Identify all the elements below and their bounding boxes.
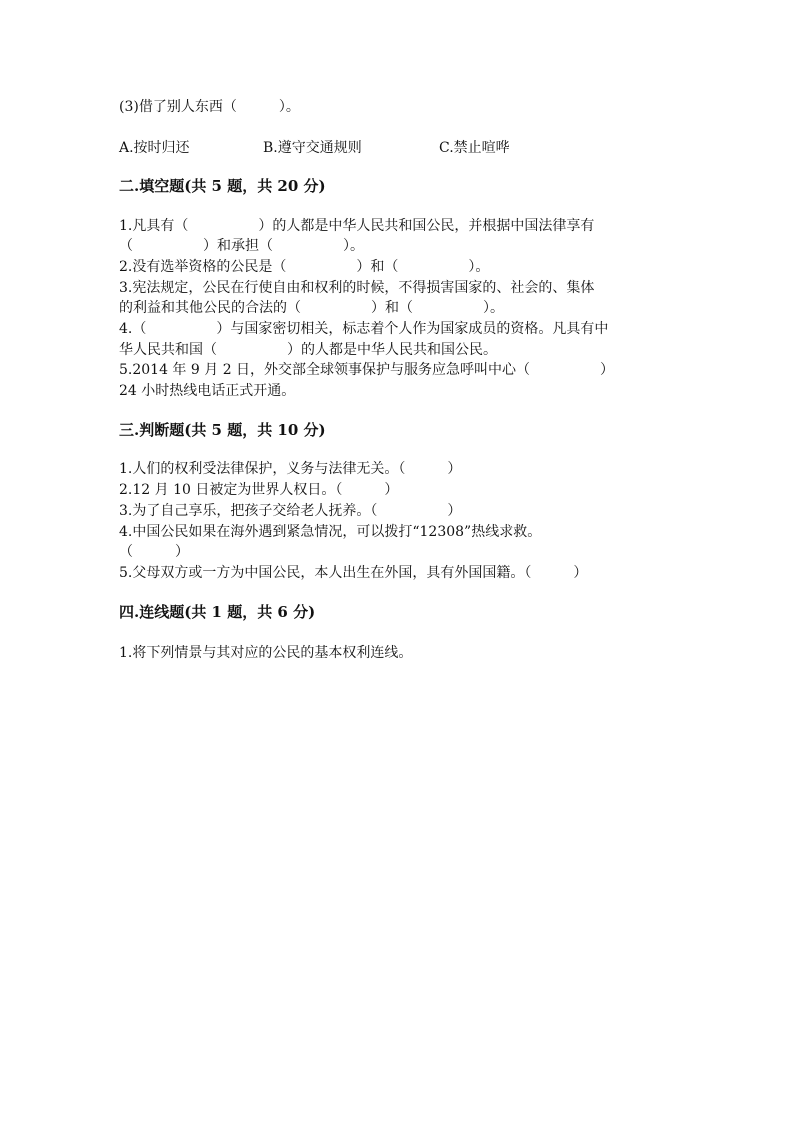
section-match-heading: 四.连线题(共 1 题，共 6 分) [119, 603, 316, 621]
fill-line: 的利益和其他公民的合法的（ ）和（ ）。 [119, 300, 504, 316]
judge-line: 3.为了自己享乐，把孩子交给老人抚养。（ ） [119, 503, 462, 519]
judge-line: 1.人们的权利受法律保护，义务与法律无关。（ ） [119, 461, 462, 477]
fill-line: 4.（ ）与国家密切相关，标志着个人作为国家成员的资格。凡具有中 [119, 321, 609, 337]
judge-line: 2.12 月 10 日被定为世界人权日。（ ） [119, 482, 399, 498]
judge-line: 5.父母双方或一方为中国公民，本人出生在外国，具有外国国籍。（ ） [119, 565, 588, 581]
fill-line: 华人民共和国（ ）的人都是中华人民共和国公民。 [119, 342, 497, 358]
option-a: A.按时归还 [119, 140, 190, 156]
fill-line: 5.2014 年 9 月 2 日，外交部全球领事保护与服务应急呼叫中心（ ） [119, 362, 615, 378]
judge-line: （ ） [119, 544, 189, 560]
section-fill-heading: 二.填空题(共 5 题，共 20 分) [119, 177, 326, 195]
fill-line: 2.没有选举资格的公民是（ ）和（ ）。 [119, 259, 490, 275]
fill-line: （ ）和承担（ ）。 [119, 238, 364, 254]
option-b: B.遵守交通规则 [263, 140, 362, 156]
judge-line: 4.中国公民如果在海外遇到紧急情况，可以拨打“12308”热线求救。 [119, 524, 542, 540]
section-judge-heading: 三.判断题(共 5 题，共 10 分) [119, 421, 326, 439]
match-line: 1.将下列情景与其对应的公民的基本权利连线。 [119, 645, 413, 661]
option-c: C.禁止喧哗 [439, 140, 510, 156]
fill-line: 3.宪法规定，公民在行使自由和权利的时候，不得损害国家的、社会的、集体 [119, 280, 595, 296]
fill-line: 24 小时热线电话正式开通。 [119, 383, 296, 399]
question-3: (3)借了别人东西（ ）。 [119, 99, 300, 115]
fill-line: 1.凡具有（ ）的人都是中华人民共和国公民，并根据中国法律享有 [119, 218, 595, 234]
